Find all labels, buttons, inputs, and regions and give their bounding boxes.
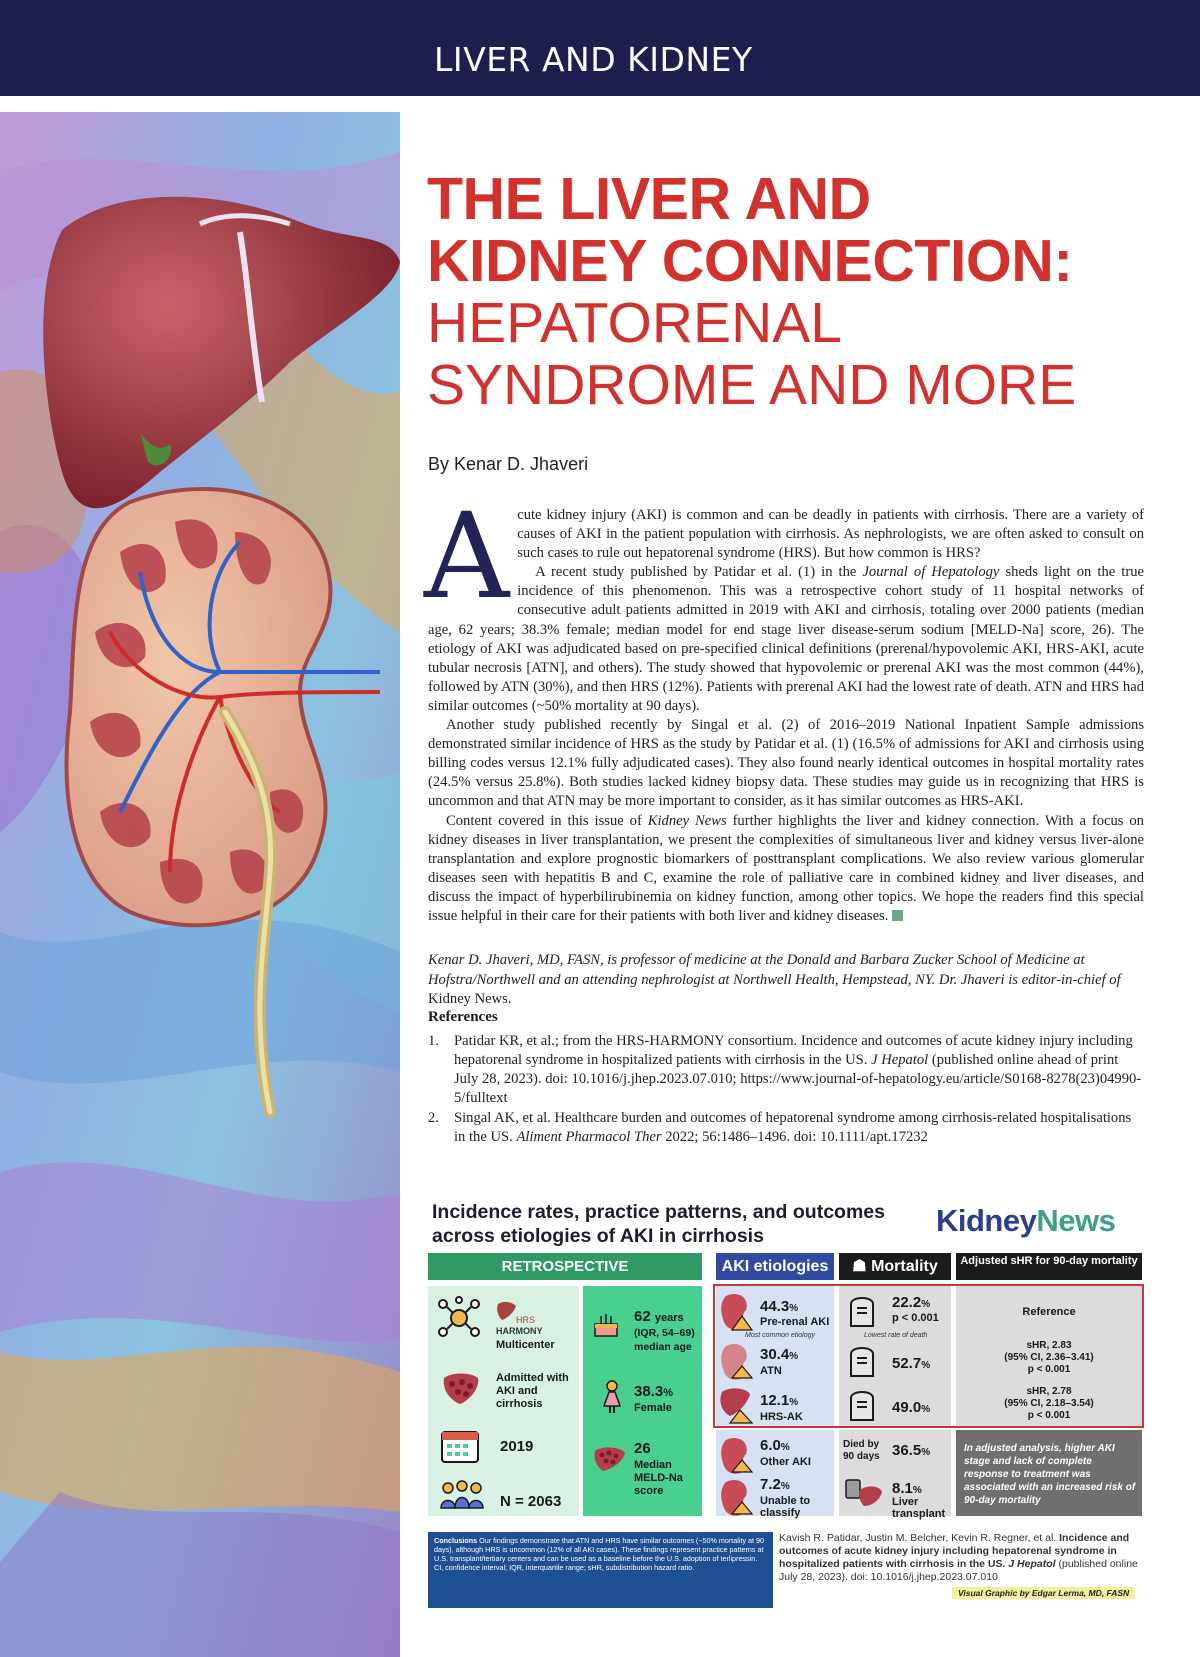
adjusted-atn: sHR, 2.83 (95% CI, 2.36–3.41) p < 0.001	[1004, 1340, 1094, 1375]
mortality-prerenal-note: Lowest rate of death	[864, 1332, 928, 1339]
kidney-hrs-icon	[718, 1386, 756, 1424]
byline: By Kenar D. Jhaveri	[428, 454, 589, 474]
died-by-90-days-value: 36.5%	[892, 1442, 931, 1459]
article-body	[424, 487, 1144, 926]
median-age: 62 years	[634, 1308, 684, 1325]
author-bio: Kenar D. Jhaveri, MD, FASN, is professor of medicine at the Donald and Barbara Zucker School of Medicine at Hofstra/Northwell and an attending nephrologist at Northwell Health, Hempstead, NY. Dr. Jhaveri is editor-in-chief of Kidney News.	[428, 952, 1121, 1007]
mortality-prerenal-value: 22.2%	[892, 1294, 931, 1311]
infographic-citation: Kavish R. Patidar, Justin M. Belcher, Kevin R. Regner, et al. Incidence and outcomes of acute kidney injury including hepatorenal syndrome in hospitalized patients with cirrhosis in the US. J Hepatol (published online July 28, 2023). doi: 10.1016/j.jhep.2023.07.010	[779, 1532, 1138, 1583]
liver-transplant-label: Liver transplant	[892, 1496, 946, 1520]
mortality-header: ☗ Mortality	[839, 1253, 951, 1280]
etiology-prerenal-value: 44.3%	[760, 1298, 799, 1315]
journal-name: Kidney News	[647, 812, 727, 829]
people-group-icon	[440, 1480, 484, 1512]
conclusions-box: Conclusions Our findings demonstrate that ATN and HRS have similar outcomes (~50% mortality at 90 days), although HRS is uncommon (12% of all AKI cases). These findings represent practice patterns at U.S. transplant/tertiary centers and can be used as a baseline before the U.S. adoption of terlipressin. CI, confidence interval; IQR, interquartile range; sHR, subdistribution hazard ratio.	[428, 1532, 773, 1608]
died-by-90-days-label: Died by 90 days	[843, 1439, 880, 1462]
etiology-hrs-value: 12.1%	[760, 1392, 799, 1409]
kidney-news-logo: KidneyNews	[936, 1203, 1116, 1238]
kidney-unclassified-icon	[720, 1478, 754, 1516]
harmony-text: HARMONY	[496, 1326, 543, 1336]
paragraph-4: Content covered in this issue of Kidney News further highlights the liver and kidney connection. With a focus on kidney diseases in liver transplantation, we present the complexities of simultaneous liver and kidney versus liver-alone transplantation and explore prognostic biomarkers of posttransplant complications. We also review various glomerular diseases seen with hepatitis B and C, examine the role of palliative care in combined kidney and liver diseases, and discuss the impact of hyperbilirubinemia on kidney function, among other topics. We hope the readers find this special issue helpful in their care for their patients with both liver and kidney diseases.	[428, 812, 1144, 924]
female-label: Female	[634, 1402, 672, 1414]
etiology-atn-value: 30.4%	[760, 1346, 799, 1363]
etiology-unclassified-value: 7.2%	[760, 1476, 790, 1493]
article-title	[427, 168, 1187, 416]
study-year: 2019	[500, 1438, 534, 1455]
lung-liver-icon	[440, 1370, 482, 1408]
retrospective-header: RETROSPECTIVE	[428, 1253, 702, 1280]
liver-kidney-illustration	[0, 112, 400, 1657]
section-title: LIVER AND KIDNEY	[434, 40, 753, 79]
birthday-cake-icon	[592, 1310, 620, 1338]
reference-item: 1. Patidar KR, et al.; from the HRS-HARMONY consortium. Incidence and outcomes of acute kidney injury including hepatorenal syndrome in hospitalized patients with cirrhosis in the US. J Hepatol (published online ahead of print July 28, 2023). doi: 10.1016/j.jhep.2023.07.010; https://www.journal-of-hepatology.eu/article/S0168-8278(23)04990-5/fulltext	[428, 1033, 1142, 1107]
sample-size: N = 2063	[500, 1493, 562, 1510]
tombstone-icon	[848, 1342, 876, 1378]
title-line-4: SYNDROME AND MORE	[427, 353, 1077, 417]
etiology-unclassified-label: Unable to classify	[760, 1495, 811, 1519]
reference-item: 2. Singal AK, et al. Healthcare burden and outcomes of hepatorenal syndrome among cirrhosis-related hospitalisations in the US. Aliment Pharmacol Ther 2022; 56:1486–1496. doi: 10.1111/apt.17232	[428, 1110, 1132, 1146]
kidney-atn-icon	[720, 1342, 754, 1380]
tombstone-icon: ☗	[852, 1258, 872, 1275]
network-icon	[437, 1296, 481, 1340]
adjusted-header: Adjusted sHR for 90-day mortality	[956, 1253, 1142, 1280]
admitted-label: Admitted with AKI and cirrhosis	[496, 1372, 569, 1410]
adjusted-hrs: sHR, 2.78 (95% CI, 2.18–3.54) p < 0.001	[1004, 1386, 1094, 1421]
multicenter-label: Multicenter	[496, 1339, 555, 1351]
etiology-other-label: Other AKI	[760, 1456, 811, 1468]
age-iqr: (IQR, 54–69)	[634, 1327, 695, 1339]
references-heading: References	[428, 1009, 498, 1025]
section-banner	[0, 0, 1200, 96]
title-line-2: KIDNEY CONNECTION:	[427, 228, 1073, 294]
drop-cap: A	[424, 487, 510, 625]
adjusted-note: In adjusted analysis, higher AKI stage and lack of complete response to treatment was associated with an increased risk of 90-day mortality	[964, 1443, 1136, 1506]
references-list	[428, 1032, 1144, 1149]
meld-value: 26	[634, 1440, 651, 1457]
kidney-warning-icon	[720, 1292, 754, 1332]
calendar-icon	[440, 1426, 480, 1464]
hrs-logo-text: HRS	[516, 1315, 536, 1325]
journal-name: Journal of Hepatology	[862, 564, 1000, 581]
paragraph-2: A recent study published by Patidar et al. (1) in the Journal of Hepatology sheds light on the true incidence of this phenomenon. This was a retrospective cohort study of 11 hospital networks of consecutive adult patients admitted in 2019 with AKI and cirrhosis, totaling over 2000 patients (median age, 62 years; 38.3% female; median model for end stage liver disease-serum sodium [MELD-Na] score, 26). The etiology of AKI was adjudicated based on pre-specified clinical definitions (prerenal/hypovolemic AKI, HRS-AKI, acute tubular necrosis [ATN], and others). The study showed that hypovolemic or prerenal AKI was the most common (44%), followed by ATN (30%), and then HRS (12%). Patients with prerenal AKI had the lowest rate of death. ATN and HRS had similar outcomes (~50% mortality at 90 days).	[428, 564, 1144, 714]
tombstone-icon	[848, 1292, 876, 1328]
infographic-title: Incidence rates, practice patterns, and outcomes across etiologies of AKI in cirrhosis	[432, 1201, 885, 1247]
paragraph-1-text: cute kidney injury (AKI) is common and can be deadly in patients with cirrhosis. There are a variety of causes of AKI in the patient population with cirrhosis. As nephrologists, we are often asked to consult on such cases to rule out hepatorenal syndrome (HRS). But how common is HRS?	[517, 507, 1144, 562]
title-line-3: HEPATORENAL	[427, 291, 842, 355]
cirrhotic-liver-icon	[593, 1445, 627, 1473]
etiologies-header: AKI etiologies	[716, 1253, 834, 1280]
kidney-other-icon	[720, 1436, 754, 1474]
etiology-atn-label: ATN	[760, 1365, 782, 1377]
female-percent: 38.3%	[634, 1383, 673, 1400]
etiology-prerenal-note: Most common etiology	[745, 1332, 816, 1339]
liver-transplant-icon	[844, 1478, 884, 1510]
graphic-credit: Visual Graphic by Edgar Lerma, MD, FASN	[952, 1587, 1135, 1599]
mortality-atn-value: 52.7%	[892, 1355, 931, 1372]
female-icon	[600, 1380, 624, 1414]
title-line-1: THE LIVER AND	[427, 166, 871, 232]
etiology-prerenal-label: Pre-renal AKI	[760, 1316, 830, 1328]
liver-transplant-value: 8.1%	[892, 1480, 922, 1497]
end-mark	[892, 910, 903, 921]
etiology-hrs-label: HRS-AK	[760, 1411, 803, 1423]
mortality-hrs-value: 49.0%	[892, 1399, 931, 1416]
etiology-other-value: 6.0%	[760, 1437, 790, 1454]
mortality-prerenal-p: p < 0.001	[892, 1312, 939, 1324]
tombstone-icon	[848, 1386, 876, 1422]
paragraph-3: Another study published recently by Singal et al. (2) of 2016–2019 National Inpatient Sample admissions demonstrated similar incidence of HRS as the study by Patidar et al. (1) (16.5% of admissions for AKI and cirrhosis using billing codes versus 12.1% fully adjudicated cases). They also found nearly identical outcomes in hospital mortality rates (24.5% versus 25.8%). Both studies lacked kidney biopsy data. These studies may guide us in recognizing that HRS is uncommon and that ATN may be more important to consider, as it has similar outcomes as HRS-AKI.	[428, 717, 1144, 810]
hrs-harmony-logo-icon	[496, 1300, 518, 1322]
meld-label: Median MELD-Na score	[634, 1459, 683, 1497]
adjusted-reference: Reference	[1022, 1306, 1076, 1318]
age-label: median age	[634, 1341, 692, 1353]
